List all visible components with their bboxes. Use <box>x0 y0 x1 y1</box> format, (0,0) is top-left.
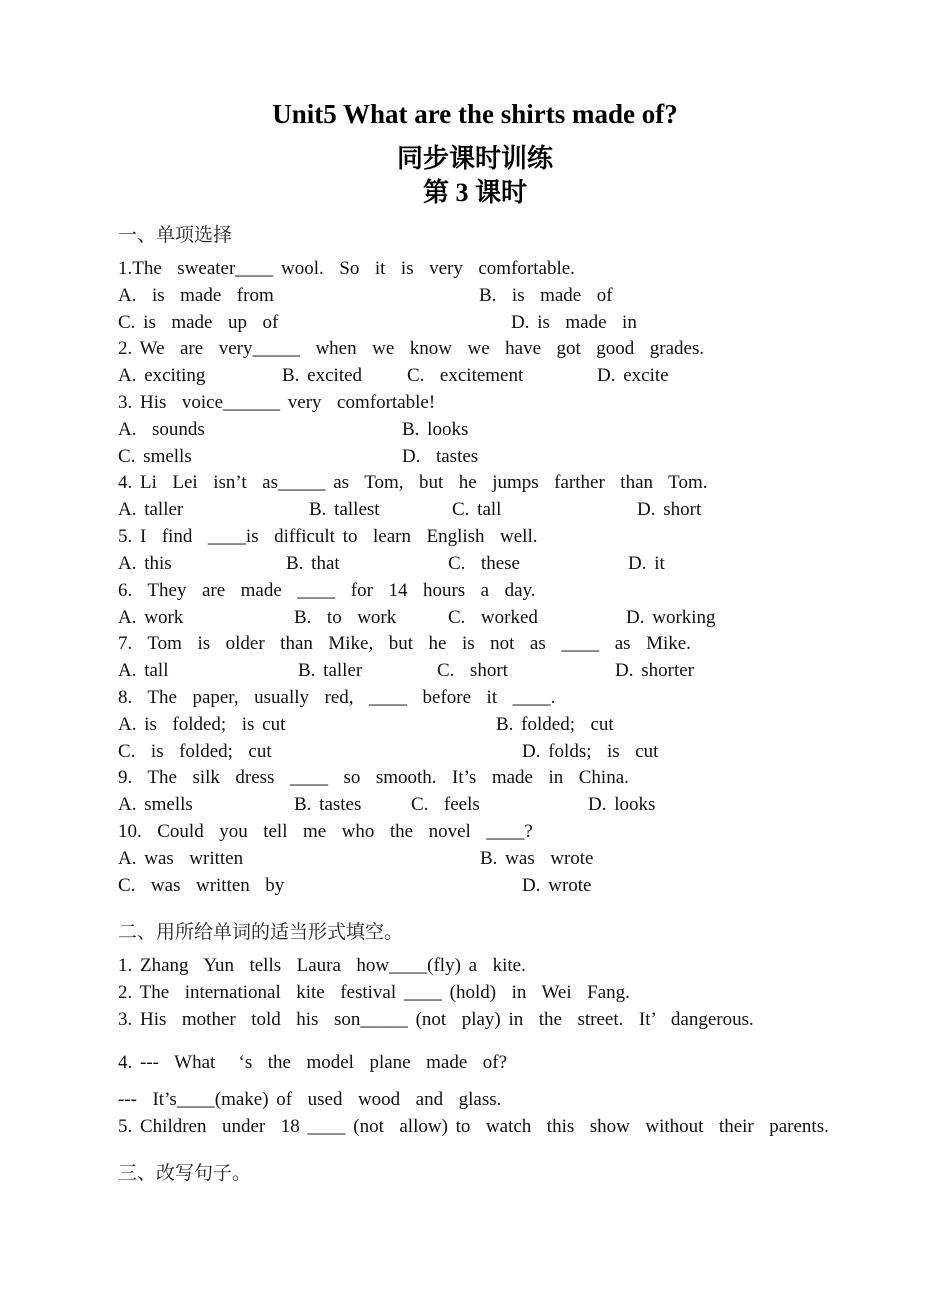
q10-option-b: B. was wrote <box>480 848 594 869</box>
question-8: 8. The paper, usually red, ____ before it ____. <box>118 687 556 708</box>
question-1: 1.The sweater____ wool. So it is very comfortable. <box>118 258 575 279</box>
question-3: 3. His voice______ very comfortable! <box>118 392 436 413</box>
question-4: 4. Li Lei isn’t as_____ as Tom, but he jumps farther than Tom. <box>118 472 708 493</box>
q8-option-a: A. is folded; is cut <box>118 714 286 735</box>
q1-option-a: A. is made from <box>118 285 274 306</box>
q10-option-a: A. was written <box>118 848 244 869</box>
q7-option-d: D. shorter <box>615 660 694 681</box>
q10-option-c: C. was written by <box>118 875 285 896</box>
q9-option-b: B. tastes <box>294 794 362 815</box>
fill-item-3: 3. His mother told his son_____ (not play) in the street. It’ dangerous. <box>118 1009 754 1030</box>
q4-option-a: A. taller <box>118 499 184 520</box>
question-2: 2. We are very_____ when we know we have got good grades. <box>118 338 705 359</box>
q7-option-b: B. taller <box>298 660 363 681</box>
fill-item-4: 4. --- What ‘s the model plane made of? <box>118 1052 508 1073</box>
q2-option-c: C. excitement <box>407 365 524 386</box>
fill-item-5: 5. Children under 18 ____ (not allow) to watch this show without their parents. <box>118 1116 829 1137</box>
q8-option-b: B. folded; cut <box>496 714 614 735</box>
q9-option-c: C. feels <box>411 794 480 815</box>
q9-option-a: A. smells <box>118 794 193 815</box>
q8-option-c: C. is folded; cut <box>118 741 272 762</box>
q6-option-b: B. to work <box>294 607 397 628</box>
worksheet-title: Unit5 What are the shirts made of? <box>272 99 678 129</box>
q5-option-b: B. that <box>286 553 340 574</box>
q2-option-b: B. excited <box>282 365 363 386</box>
worksheet-subtitle: 同步课时训练 <box>396 144 553 173</box>
q1-option-d: D. is made in <box>511 312 637 333</box>
fill-item-2: 2. The international kite festival ____ (hold) in Wei Fang. <box>118 982 630 1003</box>
question-7: 7. Tom is older than Mike, but he is not as ____ as Mike. <box>118 633 691 654</box>
q3-option-d: D. tastes <box>402 446 479 467</box>
q5-option-d: D. it <box>628 553 665 574</box>
fill-item-1: 1. Zhang Yun tells Laura how____(fly) a kite. <box>118 955 526 976</box>
question-6: 6. They are made ____ for 14 hours a day. <box>118 580 536 601</box>
q3-option-b: B. looks <box>402 419 469 440</box>
q2-option-d: D. excite <box>597 365 669 386</box>
q4-option-d: D. short <box>637 499 702 520</box>
q10-option-d: D. wrote <box>522 875 592 896</box>
q4-option-c: C. tall <box>452 499 502 520</box>
q9-option-d: D. looks <box>588 794 656 815</box>
fill-item-4-answer: --- It’s____(make) of used wood and glass. <box>118 1089 502 1110</box>
q3-option-c: C. smells <box>118 446 192 467</box>
q6-option-a: A. work <box>118 607 184 628</box>
q1-option-b: B. is made of <box>479 285 613 306</box>
q2-option-a: A. exciting <box>118 365 206 386</box>
q4-option-b: B. tallest <box>309 499 380 520</box>
section-heading-rewrite: 三、改写句子。 <box>118 1162 252 1184</box>
q1-option-c: C. is made up of <box>118 312 279 333</box>
q5-option-a: A. this <box>118 553 172 574</box>
lesson-number: 第 3 课时 <box>422 178 527 207</box>
question-9: 9. The silk dress ____ so smooth. It’s made in China. <box>118 767 629 788</box>
section-heading-multiple-choice: 一、单项选择 <box>118 224 233 246</box>
question-10: 10. Could you tell me who the novel ____? <box>118 821 533 842</box>
q7-option-a: A. tall <box>118 660 169 681</box>
q6-option-c: C. worked <box>448 607 538 628</box>
q8-option-d: D. folds; is cut <box>522 741 659 762</box>
q6-option-d: D. working <box>626 607 716 628</box>
q5-option-c: C. these <box>448 553 520 574</box>
section-heading-fill-in: 二、用所给单词的适当形式填空。 <box>118 921 404 943</box>
q3-option-a: A. sounds <box>118 419 205 440</box>
question-5: 5. I find ____is difficult to learn English well. <box>118 526 538 547</box>
q7-option-c: C. short <box>437 660 508 681</box>
